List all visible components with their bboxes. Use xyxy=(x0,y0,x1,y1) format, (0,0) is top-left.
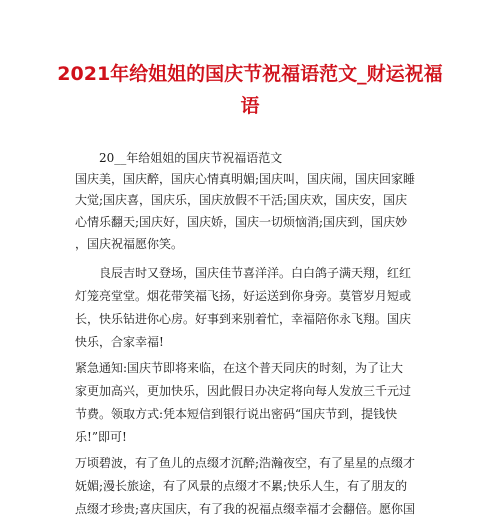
body-line: 国庆美，国庆醉，国庆心情真明媚;国庆叫，国庆闹，国庆回家睡 xyxy=(75,172,416,186)
body-line: 灯笼亮堂堂。烟花带笑福飞扬，好运送到你身旁。莫管岁月短或 xyxy=(75,289,412,303)
document-title xyxy=(40,58,460,122)
body-line: 节费。领取方式:凭本短信到银行说出密码“国庆节到，提钱快 xyxy=(75,407,398,421)
body-line: 紧急通知:国庆节即将来临，在这个普天同庆的时刻，为了让大 xyxy=(75,361,404,375)
body-line: 长，快乐钻进你心房。好事到来别着忙，幸福陪你永飞翔。国庆 xyxy=(75,312,412,326)
body-line: 良辰吉时又登场，国庆佳节喜洋洋。白白鸽子满天翔，红红 xyxy=(99,266,412,280)
body-line: 大觉;国庆喜，国庆乐，国庆放假不干活;国庆欢，国庆安，国庆 xyxy=(75,193,408,207)
body-line: 20__年给姐姐的国庆节祝福语范文 xyxy=(99,151,283,165)
title-line-1: 2021年给姐姐的国庆节祝福语范文_财运祝福 xyxy=(57,63,443,85)
body-line: 妩媚;漫长旅途，有了风景的点缀才不累;快乐人生，有了朋友的 xyxy=(75,479,408,493)
body-line: 快乐，合家幸福! xyxy=(75,335,164,349)
body-line: ，国庆祝福愿你笑。 xyxy=(75,237,184,251)
body-line: 乐!”即可! xyxy=(75,430,127,444)
body-line: 点缀才珍贵;喜庆国庆，有了我的祝福点缀幸福才会翻倍。愿你国 xyxy=(75,502,416,516)
body-line: 万顷碧波，有了鱼儿的点缀才沉醉;浩瀚夜空，有了星星的点缀才 xyxy=(75,456,416,470)
title-line-2: 语 xyxy=(240,95,260,117)
body-line: 心情乐翻天;国庆好，国庆娇，国庆一切烦恼消;国庆到，国庆妙 xyxy=(75,215,408,229)
body-line: 家更加高兴，更加快乐，因此假日办决定将向每人发放三千元过 xyxy=(75,384,412,398)
